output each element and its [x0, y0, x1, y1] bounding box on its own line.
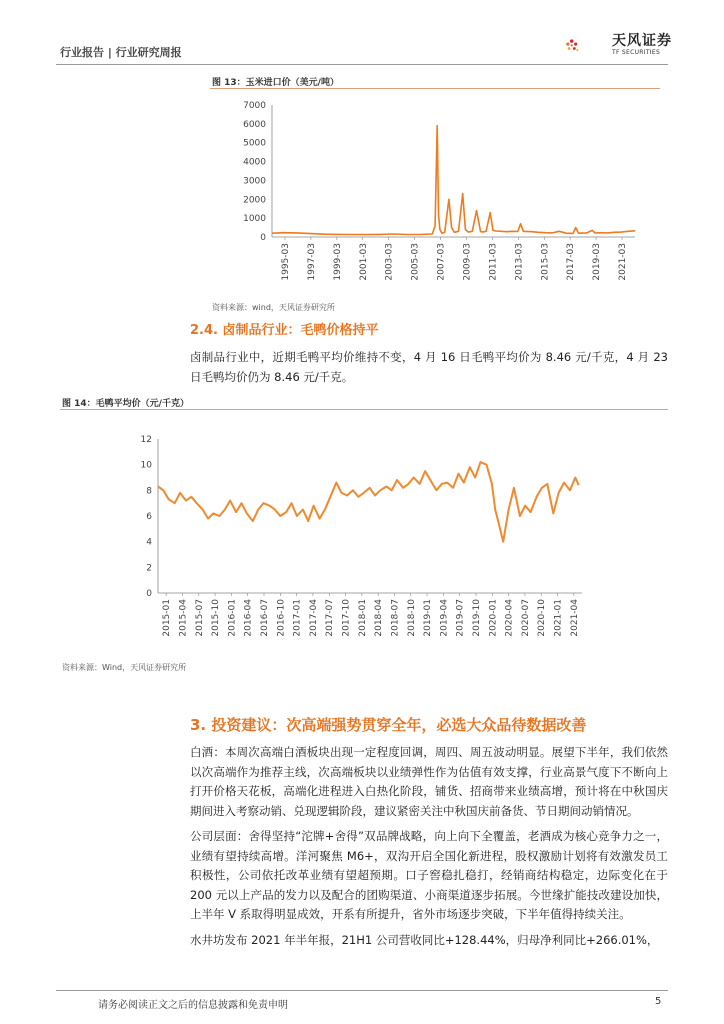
x-tick-label: 2020-04 — [504, 599, 515, 637]
x-tick-label: 2017-01 — [292, 599, 303, 637]
x-tick-label: 2019-03 — [592, 243, 603, 281]
x-tick-label: 2003-03 — [384, 243, 395, 281]
y-tick-label: 3000 — [243, 176, 266, 187]
x-tick-label: 2018-10 — [406, 599, 417, 637]
series-line — [158, 462, 579, 542]
y-tick-label: 1000 — [243, 214, 266, 225]
y-tick-label: 2 — [146, 563, 152, 574]
header-divider — [56, 64, 668, 65]
x-tick-label: 2016-10 — [276, 599, 287, 637]
page-number: 5 — [655, 996, 662, 1007]
section-2-4-paragraph — [190, 348, 668, 387]
y-tick-label: 0 — [260, 233, 266, 243]
logo-text-en: TF SECURITIES — [612, 49, 661, 56]
y-tick-label: 5000 — [243, 138, 266, 149]
y-tick-label: 4 — [146, 537, 152, 548]
x-tick-label: 2016-01 — [227, 599, 238, 637]
section-3-para-company: 公司层面：舍得坚持“沱牌+舍得”双品牌战略，向上向下全覆盖，老酒成为核心竞争力之一，业绩有望持续高增。洋河聚焦 M6+，双沟开启全国化新进程，股权激励计划将有效激发员工积极性，公司依托改革业绩有望超预期。口子窖稳扎稳打，经销商结构稳定，边际变化在于 200 元以上产品的发力以及配合的团购渠道、小商渠道逐步拓展。今世缘扩能技改建设加快，上半年 V 系取得明显成效，开系有所提升，省外市场逐步突破，下半年值得持续关注。 — [190, 829, 668, 921]
x-tick-label: 2019-07 — [455, 599, 466, 637]
x-tick-label: 2020-10 — [537, 599, 548, 637]
section-3-para-shuijingfang: 水井坊发布 2021 年半年报，21H1 公司营收同比+128.44%，归母净利同比+266.01%， — [190, 932, 659, 947]
x-tick-label: 2016-07 — [260, 599, 270, 637]
figure-13-source: 资料来源：wind，天风证券研究所 — [212, 303, 335, 312]
y-tick-label: 10 — [140, 460, 152, 471]
figure-13-rule — [210, 88, 660, 89]
duck-price-chart — [60, 425, 668, 650]
x-tick-label: 2017-10 — [341, 599, 352, 637]
section-3-para-baijiu: 白酒：本周次高端白酒板块出现一定程度回调，周四、周五波动明显。展望下半年，我们依然以次高端作为推荐主线，次高端板块以业绩弹性作为估值有效支撑，行业高景气度下不断向上打开价格天花板，高端化进程进入白热化阶段，铺货、招商带来业绩高增，预计将在中秋国庆期间进入考察动销、兑现逻辑阶段，建议紧密关注中秋国庆前备货、节日期间动销情况。 — [190, 745, 668, 818]
x-tick-label: 2017-03 — [566, 243, 577, 281]
footer-divider — [56, 990, 668, 991]
report-category: 行业报告 | 行业研究周报 — [60, 46, 182, 59]
x-tick-label: 2018-01 — [357, 599, 368, 637]
x-tick-label: 2019-01 — [423, 599, 434, 637]
x-tick-label: 2011-03 — [488, 243, 499, 281]
figure-14-title: 图 14：毛鸭平均价（元/千克） — [62, 399, 189, 409]
x-tick-label: 2018-04 — [374, 599, 385, 637]
series-line — [272, 126, 635, 235]
x-tick-label: 2007-03 — [436, 242, 447, 281]
x-tick-label: 2021-03 — [618, 243, 629, 281]
x-tick-label: 2009-03 — [462, 243, 473, 281]
x-tick-label: 1995-03 — [280, 243, 291, 281]
y-tick-label: 8 — [146, 486, 152, 497]
x-tick-label: 2001-03 — [358, 243, 369, 281]
y-tick-label: 7000 — [243, 101, 266, 111]
x-tick-label: 2021-04 — [569, 599, 580, 637]
x-tick-label: 2013-03 — [514, 243, 525, 281]
section-2-4-text: 卤制品行业中，近期毛鸭平均价维持不变，4 月 16 日毛鸭平均价为 8.46 元/千克，4 月 23 日毛鸭均价仍为 8.46 元/千克。 — [190, 350, 668, 384]
tf-securities-logo-icon — [563, 26, 611, 64]
figure-13-title: 图 13：玉米进口价（美元/吨） — [212, 78, 339, 88]
figure-14-rule — [60, 409, 668, 410]
section-3-body — [190, 743, 668, 950]
x-tick-label: 2015-10 — [211, 599, 222, 637]
x-tick-label: 2015-01 — [162, 599, 173, 637]
x-tick-label: 2021-01 — [553, 599, 564, 637]
y-tick-label: 4000 — [243, 157, 266, 168]
section-2-4-heading: 2.4. 卤制品行业：毛鸭价格持平 — [190, 323, 379, 338]
y-tick-label: 12 — [140, 435, 152, 445]
x-tick-label: 1999-03 — [332, 243, 343, 281]
x-tick-label: 2018-07 — [390, 599, 401, 637]
x-tick-label: 2019-10 — [472, 599, 482, 637]
figure-14-source: 资料来源：Wind，天风证券研究所 — [62, 663, 187, 672]
x-tick-label: 2020-01 — [488, 599, 499, 637]
x-tick-label: 2017-07 — [325, 599, 336, 637]
x-tick-label: 2020-07 — [520, 599, 531, 637]
x-tick-label: 2015-04 — [178, 599, 189, 637]
x-tick-label: 2017-04 — [308, 599, 319, 637]
y-tick-label: 6000 — [243, 119, 266, 130]
footer-disclaimer: 请务必阅读正文之后的信息披露和免责申明 — [98, 1000, 288, 1011]
corn-import-price-chart — [210, 92, 660, 297]
y-tick-label: 0 — [146, 589, 152, 599]
y-tick-label: 2000 — [243, 195, 266, 206]
y-tick-label: 6 — [146, 512, 152, 522]
section-3-heading: 3. 投资建议：次高端强势贯穿全年，必选大众品待数据改善 — [190, 716, 587, 734]
x-tick-label: 2016-04 — [243, 599, 254, 637]
x-tick-label: 1997-03 — [306, 243, 317, 281]
x-tick-label: 2019-04 — [439, 599, 450, 637]
x-tick-label: 2015-03 — [540, 243, 551, 281]
logo-text-cn: 天风证券 — [612, 33, 672, 49]
x-tick-label: 2015-07 — [194, 599, 205, 637]
x-tick-label: 2005-03 — [410, 243, 421, 281]
